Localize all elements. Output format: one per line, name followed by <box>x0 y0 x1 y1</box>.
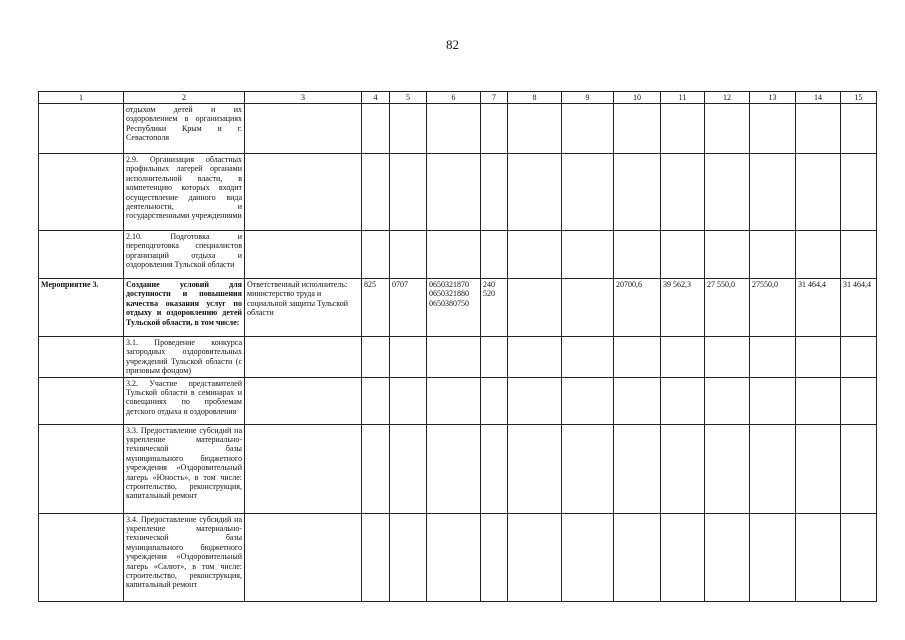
expense-type-cell <box>481 154 508 231</box>
column-number: 5 <box>390 92 427 104</box>
expense-type-cell <box>481 104 508 154</box>
target-article-cell <box>427 337 481 378</box>
column-number: 15 <box>841 92 877 104</box>
value-cell <box>661 231 705 279</box>
value-cell <box>562 377 614 424</box>
value-cell <box>796 377 841 424</box>
column-number: 12 <box>705 92 750 104</box>
value-cell <box>705 337 750 378</box>
column-number: 13 <box>750 92 796 104</box>
table-row <box>39 513 877 601</box>
value-cell <box>661 424 705 513</box>
executor-cell <box>245 231 362 279</box>
grbs-cell <box>362 337 390 378</box>
event-name-cell: Создание условий для доступности и повышения качества оказания услуг по отдыху и оздоровлению детей Тульской области, в том числе: <box>124 279 245 337</box>
section-cell <box>390 104 427 154</box>
event-label-cell <box>39 337 124 378</box>
value-cell <box>562 337 614 378</box>
value-cell <box>508 513 562 601</box>
target-article-cell <box>427 513 481 601</box>
value-cell <box>705 231 750 279</box>
value-cell <box>705 104 750 154</box>
value-cell <box>614 513 661 601</box>
value-cell <box>705 154 750 231</box>
value-cell <box>750 231 796 279</box>
value-cell <box>841 513 877 601</box>
column-number: 10 <box>614 92 661 104</box>
value-cell <box>796 104 841 154</box>
value-cell: 27 550,0 <box>705 279 750 337</box>
event-label-cell <box>39 231 124 279</box>
value-cell <box>614 231 661 279</box>
executor-cell <box>245 337 362 378</box>
value-cell <box>508 279 562 337</box>
event-name-cell: 2.9. Организация областных профильных лагерей органами исполнительной власти, в компетенцию которых входит осуществление данного вида деятельности, и государственными учреждениями <box>124 154 245 231</box>
grbs-cell <box>362 377 390 424</box>
expense-type-cell <box>481 337 508 378</box>
event-name-cell: 3.2. Участие представителей Тульской области в семинарах и совещаниях по проблемам детского отдыха и оздоровления <box>124 377 245 424</box>
table-row <box>39 154 877 231</box>
executor-cell <box>245 377 362 424</box>
event-label-cell <box>39 377 124 424</box>
value-cell <box>661 513 705 601</box>
value-cell <box>841 231 877 279</box>
table-row <box>39 279 877 337</box>
section-cell <box>390 231 427 279</box>
value-cell <box>841 337 877 378</box>
section-cell: 0707 <box>390 279 427 337</box>
value-cell <box>841 377 877 424</box>
grbs-cell <box>362 231 390 279</box>
value-cell <box>614 154 661 231</box>
event-label-cell <box>39 513 124 601</box>
value-cell <box>750 337 796 378</box>
event-name-cell: 3.3. Предоставление субсидий на укрепление материально-технической базы муниципального бюджетного учреждения «Оздоровительный лагерь «Юность», в том числе: строительство, реконструкция, капитальный ремонт <box>124 424 245 513</box>
value-cell <box>562 231 614 279</box>
section-cell <box>390 377 427 424</box>
table-row <box>39 337 877 378</box>
value-cell <box>562 104 614 154</box>
target-article-cell <box>427 104 481 154</box>
column-number: 2 <box>124 92 245 104</box>
expense-type-cell <box>481 377 508 424</box>
value-cell <box>841 424 877 513</box>
grbs-cell <box>362 424 390 513</box>
column-number: 3 <box>245 92 362 104</box>
event-name-cell: отдыхом детей и их оздоровлением в организациях Республики Крым и г. Севастополя <box>124 104 245 154</box>
value-cell <box>562 424 614 513</box>
value-cell <box>841 154 877 231</box>
value-cell <box>796 337 841 378</box>
page-number: 82 <box>446 37 459 52</box>
table-row <box>39 104 877 154</box>
target-article-cell <box>427 231 481 279</box>
column-number: 1 <box>39 92 124 104</box>
grbs-cell <box>362 513 390 601</box>
value-cell <box>705 377 750 424</box>
section-cell <box>390 337 427 378</box>
column-number: 6 <box>427 92 481 104</box>
column-number: 4 <box>362 92 390 104</box>
value-cell: 31 464,4 <box>796 279 841 337</box>
event-name-cell: 3.1. Проведение конкурса загородных оздоровительных учреждений Тульской области (с призовым фондом) <box>124 337 245 378</box>
program-table <box>38 91 877 602</box>
target-article-cell <box>427 424 481 513</box>
grbs-cell <box>362 104 390 154</box>
value-cell <box>796 513 841 601</box>
event-label-cell <box>39 154 124 231</box>
value-cell <box>508 104 562 154</box>
column-number: 9 <box>562 92 614 104</box>
value-cell <box>614 337 661 378</box>
value-cell <box>750 377 796 424</box>
target-article-cell: 0650321870 0650321880 0650380750 <box>427 279 481 337</box>
value-cell <box>508 424 562 513</box>
value-cell <box>750 513 796 601</box>
event-label-cell: Мероприятие 3. <box>39 279 124 337</box>
expense-type-cell <box>481 513 508 601</box>
value-cell <box>614 104 661 154</box>
value-cell <box>796 231 841 279</box>
value-cell <box>841 104 877 154</box>
expense-type-cell <box>481 424 508 513</box>
value-cell <box>614 377 661 424</box>
section-cell <box>390 513 427 601</box>
value-cell <box>508 377 562 424</box>
event-label-cell <box>39 104 124 154</box>
value-cell <box>562 154 614 231</box>
value-cell <box>562 513 614 601</box>
value-cell: 27550,0 <box>750 279 796 337</box>
value-cell <box>562 279 614 337</box>
executor-cell <box>245 424 362 513</box>
column-number: 8 <box>508 92 562 104</box>
value-cell <box>750 424 796 513</box>
target-article-cell <box>427 154 481 231</box>
value-cell <box>661 104 705 154</box>
value-cell <box>750 104 796 154</box>
value-cell <box>661 337 705 378</box>
grbs-cell: 825 <box>362 279 390 337</box>
target-article-cell <box>427 377 481 424</box>
value-cell <box>796 424 841 513</box>
value-cell <box>661 377 705 424</box>
value-cell <box>750 154 796 231</box>
table-row <box>39 424 877 513</box>
value-cell <box>705 513 750 601</box>
grbs-cell <box>362 154 390 231</box>
executor-cell <box>245 513 362 601</box>
column-number-row <box>39 92 877 104</box>
event-name-cell: 3.4. Предоставление субсидий на укрепление материально-технической базы муниципального бюджетного учреждения «Оздоровительный лагерь «Салют», в том числе: строительство, реконструкция, капитальный ремонт <box>124 513 245 601</box>
value-cell: 39 562,3 <box>661 279 705 337</box>
column-number: 14 <box>796 92 841 104</box>
value-cell <box>614 424 661 513</box>
expense-type-cell: 240 520 <box>481 279 508 337</box>
section-cell <box>390 154 427 231</box>
expense-type-cell <box>481 231 508 279</box>
value-cell: 31 464,4 <box>841 279 877 337</box>
column-number: 7 <box>481 92 508 104</box>
value-cell <box>796 154 841 231</box>
table-row <box>39 377 877 424</box>
column-number: 11 <box>661 92 705 104</box>
event-name-cell: 2.10. Подготовка и переподготовка специалистов организаций отдыха и оздоровления Тульской области <box>124 231 245 279</box>
value-cell <box>508 337 562 378</box>
executor-cell: Ответственный исполнитель: министерство труда и социальной защиты Тульской области <box>245 279 362 337</box>
value-cell <box>705 424 750 513</box>
value-cell <box>661 154 705 231</box>
value-cell: 20700,6 <box>614 279 661 337</box>
executor-cell <box>245 104 362 154</box>
value-cell <box>508 154 562 231</box>
executor-cell <box>245 154 362 231</box>
value-cell <box>508 231 562 279</box>
event-label-cell <box>39 424 124 513</box>
section-cell <box>390 424 427 513</box>
table-row <box>39 231 877 279</box>
